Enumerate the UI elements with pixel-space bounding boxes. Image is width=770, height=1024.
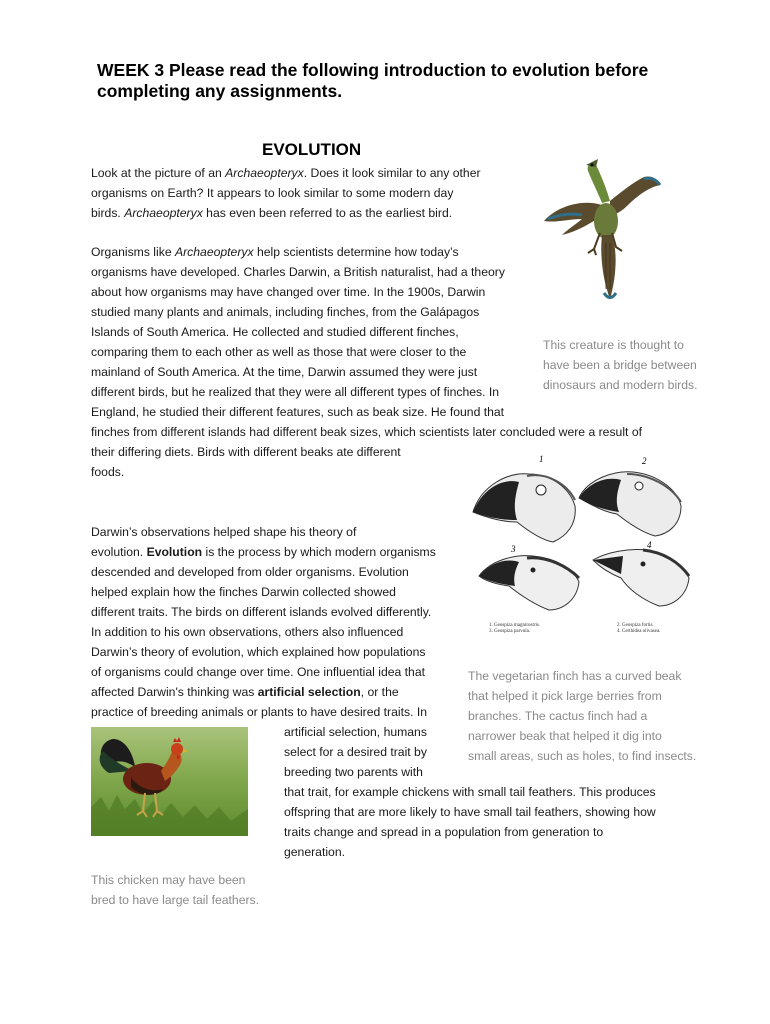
finch-legend-1: 1. Geospiza magnirostris.	[489, 623, 541, 628]
intro-paragraph: Look at the picture of an Archaeopteryx. Does it look similar to any other organisms on Earth? It appears to look similar to some modern day birds. Archaeopteryx has even been referred to as the earliest bird.	[91, 166, 481, 220]
finch-legend-2: 2. Geospiza fortis.	[617, 623, 654, 628]
evolution-term: Evolution	[146, 545, 203, 559]
page-heading-line-2: completing any assignments.	[97, 81, 343, 101]
page-heading-line-1: WEEK 3 Please read the following introduction to evolution before	[97, 60, 649, 80]
finch-number-4: 4	[647, 540, 652, 550]
chicken-photo	[91, 727, 248, 836]
archaeopteryx-caption: This creature is thought to have been a bridge between dinosaurs and modern birds.	[543, 338, 698, 392]
artificial-selection-term: artificial selection	[257, 685, 361, 699]
finch-legend-3: 3. Geospiza parvula.	[489, 629, 531, 634]
evolution-paragraph-continued: artificial selection, humans select for a desired trait by breeding two parents with that trait, for example chickens with small tail feathers. This produces offspring that are more likely to have small tail feathers, showing how traits change and spread in a population from generation to generation.	[284, 725, 656, 859]
finch-legend-4: 4. Certhidea olivasea.	[617, 629, 661, 634]
finch-number-1: 1	[539, 454, 544, 464]
evolution-paragraph: Darwin’s observations helped shape his theory of evolution. Evolution is the process by which modern organisms descended and developed from older organisms. Evolution helped explain how the finches Darwin collected showed different traits. The birds on different islands evolved differently. In addition to his own observations, others also influenced Darwin’s theory of evolution, which explained how populations of organisms could change over time. One influential idea that affected Darwin's thinking was artificial selection, or the practice of breeding animals or plants to have desired traits. In	[91, 525, 436, 719]
finch-caption: The vegetarian finch has a curved beak that helped it pick large berries from branches. The cactus finch had a narrower beak that helped it dig into small areas, such as holes, to find insects.	[468, 669, 697, 763]
section-title: EVOLUTION	[262, 140, 362, 159]
finch-beaks-illustration	[467, 450, 697, 640]
finch-number-3: 3	[511, 544, 516, 554]
darwin-paragraph: Organisms like Archaeopteryx help scientists determine how today’s organisms have developed. Charles Darwin, a British naturalist, had a theory about how organisms may have changed over time. In the 1900s, Darwin studied many plants and animals, including finches, from the Galápagos Islands of South America. He collected and studied different finches, comparing them to each other as well as those that were closer to the mainland of South America. At the time, Darwin assumed they were just different birds, but he realized that they were all different types of finches. In England, he studied their different features, such as beak size. He found that finches from different islands had different beak sizes, which scientists later concluded were a result of their differing diets. Birds with different beaks ate different foods.	[91, 245, 642, 479]
page-heading	[97, 60, 697, 102]
finch-number-2: 2	[642, 456, 647, 466]
chicken-caption: This chicken may have been bred to have large tail feathers.	[91, 873, 260, 907]
